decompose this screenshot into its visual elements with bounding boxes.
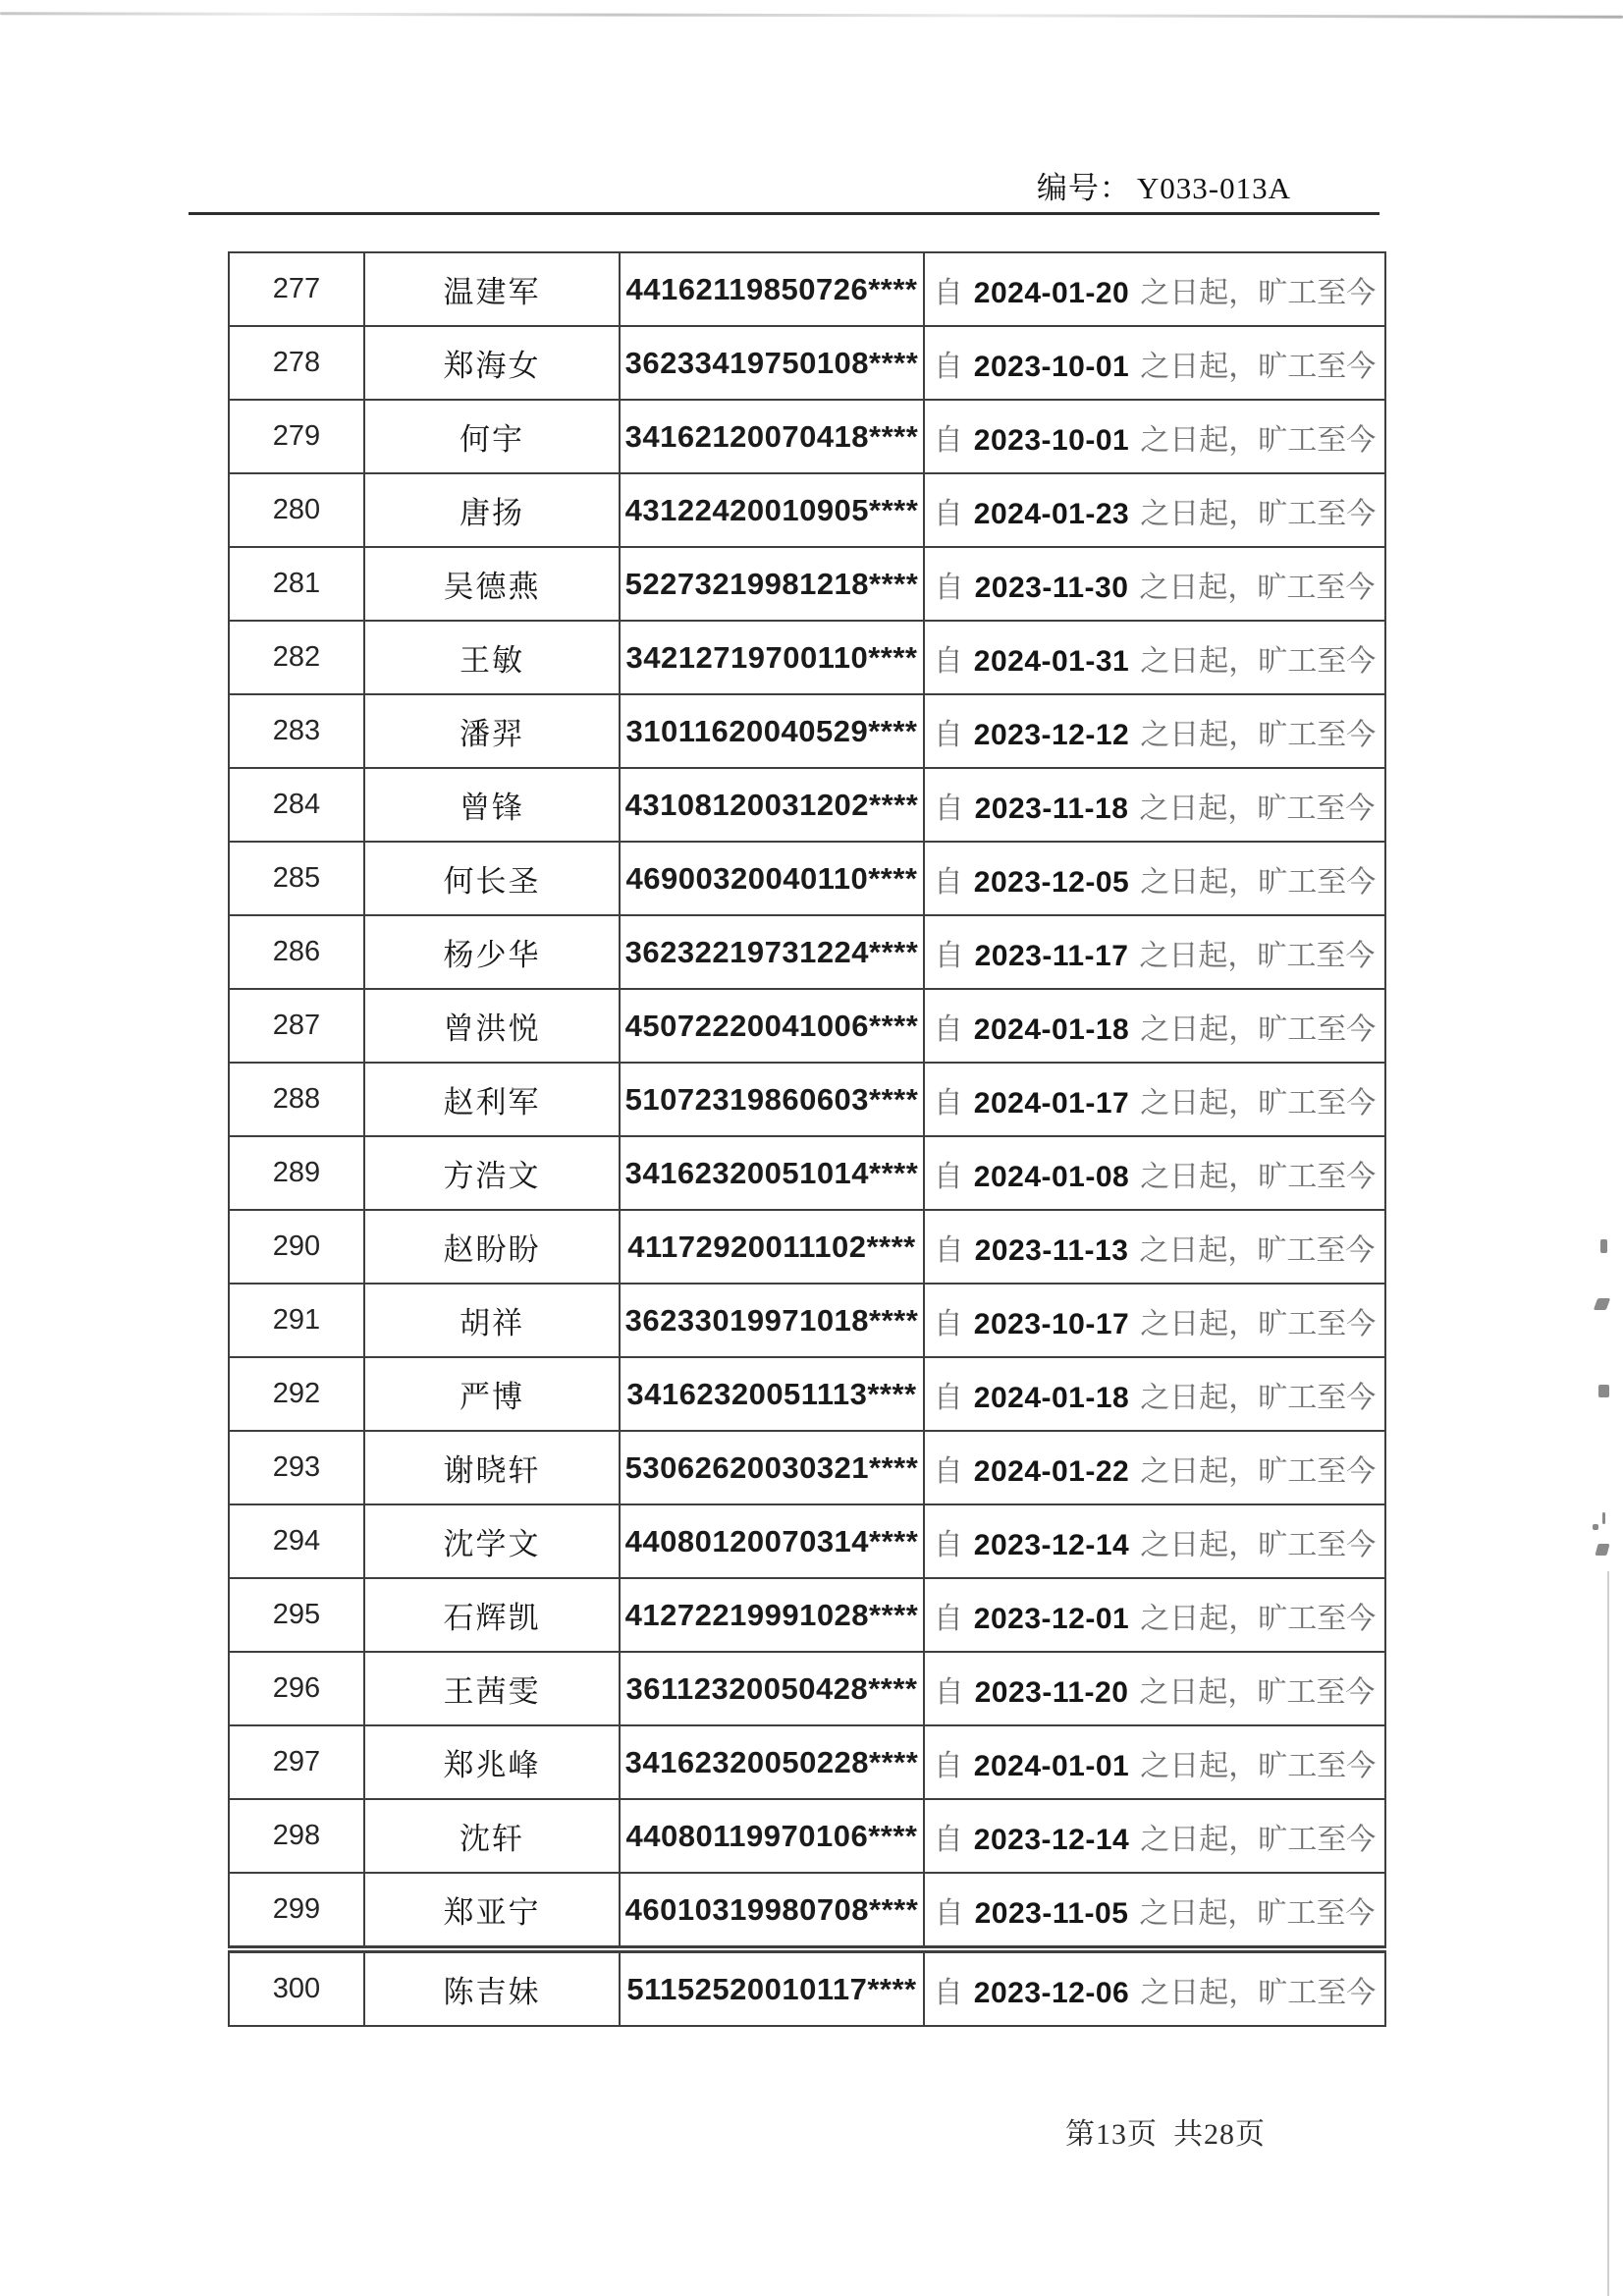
absence-prefix: 自 xyxy=(933,1749,963,1782)
employee-name-cell: 吴德燕 xyxy=(364,547,620,621)
id-number-cell: 36233019971018**** xyxy=(620,1284,924,1357)
row-number-cell: 294 xyxy=(229,1504,364,1578)
id-number-cell: 34212719700110**** xyxy=(620,621,924,694)
absence-suffix: 之日起，旷工至今 xyxy=(1140,1381,1377,1414)
employee-name-cell: 杨少华 xyxy=(364,915,620,989)
absence-suffix: 之日起，旷工至今 xyxy=(1140,350,1377,383)
absence-start-date: 2023-10-01 xyxy=(973,423,1130,457)
employee-name-cell: 曾洪悦 xyxy=(364,989,620,1063)
absence-period-cell xyxy=(924,1136,1385,1210)
employee-name-cell: 胡祥 xyxy=(364,1284,620,1357)
table-row xyxy=(229,1578,1385,1652)
id-number-cell: 36233419750108**** xyxy=(620,326,924,400)
absence-prefix: 自 xyxy=(934,1233,964,1267)
absence-period-cell xyxy=(924,1357,1385,1431)
id-number-cell: 34162320050228**** xyxy=(620,1725,924,1799)
absence-start-date: 2023-12-05 xyxy=(973,865,1130,899)
absence-start-date: 2023-11-13 xyxy=(974,1233,1129,1267)
absence-suffix: 之日起，旷工至今 xyxy=(1140,497,1377,530)
id-number-cell: 51152520010117**** xyxy=(620,1949,924,2026)
table-row xyxy=(229,1210,1385,1284)
scan-artifact-speck xyxy=(1598,1385,1609,1397)
scan-artifact-speck xyxy=(1600,1239,1607,1253)
absence-prefix: 自 xyxy=(933,644,963,678)
absence-prefix: 自 xyxy=(933,1823,963,1856)
absence-start-date: 2023-11-05 xyxy=(974,1896,1129,1930)
table-row xyxy=(229,768,1385,842)
absence-period-cell xyxy=(924,1284,1385,1357)
absence-suffix: 之日起，旷工至今 xyxy=(1139,571,1376,604)
table-row xyxy=(229,400,1385,473)
page-footer xyxy=(1065,2109,1266,2153)
absence-prefix: 自 xyxy=(933,718,963,751)
absence-period-cell xyxy=(924,547,1385,621)
absence-period-cell xyxy=(924,1949,1385,2026)
absence-start-date: 2024-01-18 xyxy=(973,1012,1130,1046)
absence-suffix: 之日起，旷工至今 xyxy=(1140,1823,1377,1856)
table-row xyxy=(229,621,1385,694)
id-number-cell: 31011620040529**** xyxy=(620,694,924,768)
id-number-cell: 53062620030321**** xyxy=(620,1431,924,1504)
row-number-cell: 289 xyxy=(229,1136,364,1210)
id-number-cell: 43108120031202**** xyxy=(620,768,924,842)
absence-start-date: 2023-12-06 xyxy=(973,1976,1130,2009)
id-number-cell: 41272219991028**** xyxy=(620,1578,924,1652)
row-number-cell: 279 xyxy=(229,400,364,473)
employee-name-cell: 沈轩 xyxy=(364,1799,620,1873)
absence-period-cell xyxy=(924,989,1385,1063)
employee-name-cell: 温建军 xyxy=(364,252,620,326)
row-number-cell: 298 xyxy=(229,1799,364,1873)
absence-prefix: 自 xyxy=(933,497,963,530)
absence-suffix: 之日起，旷工至今 xyxy=(1140,1454,1377,1488)
absence-prefix: 自 xyxy=(933,1160,963,1193)
absence-prefix: 自 xyxy=(933,1012,963,1046)
table-row xyxy=(229,989,1385,1063)
roster-table-body xyxy=(229,252,1385,2026)
absence-prefix: 自 xyxy=(933,350,963,383)
absence-start-date: 2023-12-14 xyxy=(973,1823,1130,1856)
absence-suffix: 之日起，旷工至今 xyxy=(1140,1012,1377,1046)
absence-period-cell xyxy=(924,915,1385,989)
absence-start-date: 2023-11-17 xyxy=(974,939,1129,972)
absence-suffix: 之日起，旷工至今 xyxy=(1140,1160,1377,1193)
id-number-cell: 34162120070418**** xyxy=(620,400,924,473)
absence-prefix: 自 xyxy=(933,1381,963,1414)
absence-suffix: 之日起，旷工至今 xyxy=(1140,1976,1377,2009)
absence-prefix: 自 xyxy=(933,1454,963,1488)
absence-prefix: 自 xyxy=(934,1675,964,1709)
employee-name-cell: 严博 xyxy=(364,1357,620,1431)
absence-suffix: 之日起，旷工至今 xyxy=(1140,423,1377,457)
id-number-cell: 34162320051014**** xyxy=(620,1136,924,1210)
absence-suffix: 之日起，旷工至今 xyxy=(1139,1675,1376,1709)
id-number-cell: 41172920011102**** xyxy=(620,1210,924,1284)
absence-start-date: 2024-01-18 xyxy=(973,1381,1130,1414)
table-row xyxy=(229,915,1385,989)
absence-suffix: 之日起，旷工至今 xyxy=(1140,1528,1377,1561)
id-number-cell: 44162119850726**** xyxy=(620,252,924,326)
table-row xyxy=(229,326,1385,400)
table-row xyxy=(229,1431,1385,1504)
table-row xyxy=(229,1799,1385,1873)
absence-roster-table xyxy=(228,251,1386,2027)
absence-period-cell xyxy=(924,1873,1385,1949)
table-row xyxy=(229,1136,1385,1210)
row-number-cell: 295 xyxy=(229,1578,364,1652)
table-row xyxy=(229,1063,1385,1136)
employee-name-cell: 曾锋 xyxy=(364,768,620,842)
absence-prefix: 自 xyxy=(933,1602,963,1635)
absence-suffix: 之日起，旷工至今 xyxy=(1140,1602,1377,1635)
absence-start-date: 2023-11-18 xyxy=(974,792,1129,825)
row-number-cell: 290 xyxy=(229,1210,364,1284)
id-number-cell: 46900320040110**** xyxy=(620,842,924,915)
row-number-cell: 299 xyxy=(229,1873,364,1949)
absence-suffix: 之日起，旷工至今 xyxy=(1140,644,1377,678)
id-number-cell: 45072220041006**** xyxy=(620,989,924,1063)
absence-start-date: 2023-12-12 xyxy=(973,718,1130,751)
scan-artifact-speck xyxy=(1595,1544,1609,1556)
employee-name-cell: 唐扬 xyxy=(364,473,620,547)
employee-name-cell: 陈吉妹 xyxy=(364,1949,620,2026)
scan-artifact-speck xyxy=(1593,1524,1598,1530)
row-number-cell: 297 xyxy=(229,1725,364,1799)
absence-start-date: 2024-01-20 xyxy=(973,276,1130,309)
table-row xyxy=(229,473,1385,547)
scan-artifact-right-edge xyxy=(1607,1571,1609,2296)
absence-period-cell xyxy=(924,473,1385,547)
footer-page-number: 第13页 xyxy=(1065,2118,1158,2151)
absence-prefix: 自 xyxy=(933,1528,963,1561)
absence-suffix: 之日起，旷工至今 xyxy=(1139,939,1376,972)
absence-start-date: 2024-01-31 xyxy=(973,644,1130,678)
row-number-cell: 292 xyxy=(229,1357,364,1431)
row-number-cell: 285 xyxy=(229,842,364,915)
absence-suffix: 之日起，旷工至今 xyxy=(1139,792,1376,825)
doc-number-value: Y033-013A xyxy=(1136,171,1291,205)
id-number-cell: 44080119970106**** xyxy=(620,1799,924,1873)
employee-name-cell: 潘羿 xyxy=(364,694,620,768)
absence-period-cell xyxy=(924,1652,1385,1725)
doc-number-label: 编号： xyxy=(1036,171,1131,205)
row-number-cell: 280 xyxy=(229,473,364,547)
table-row xyxy=(229,1652,1385,1725)
footer-total-pages: 共28页 xyxy=(1173,2118,1266,2151)
absence-prefix: 自 xyxy=(934,1896,964,1930)
absence-suffix: 之日起，旷工至今 xyxy=(1140,1307,1377,1340)
absence-start-date: 2024-01-17 xyxy=(973,1086,1130,1120)
absence-prefix: 自 xyxy=(934,571,964,604)
row-number-cell: 287 xyxy=(229,989,364,1063)
table-row xyxy=(229,1949,1385,2026)
document-number-header xyxy=(1037,163,1291,207)
row-number-cell: 278 xyxy=(229,326,364,400)
row-number-cell: 286 xyxy=(229,915,364,989)
absence-start-date: 2024-01-01 xyxy=(973,1749,1130,1782)
absence-prefix: 自 xyxy=(933,865,963,899)
absence-start-date: 2024-01-23 xyxy=(973,497,1130,530)
absence-prefix: 自 xyxy=(933,1307,963,1340)
employee-name-cell: 何长圣 xyxy=(364,842,620,915)
employee-name-cell: 王敏 xyxy=(364,621,620,694)
absence-period-cell xyxy=(924,1504,1385,1578)
absence-start-date: 2023-12-01 xyxy=(973,1602,1130,1635)
absence-prefix: 自 xyxy=(933,276,963,309)
absence-period-cell xyxy=(924,621,1385,694)
absence-suffix: 之日起，旷工至今 xyxy=(1140,276,1377,309)
row-number-cell: 284 xyxy=(229,768,364,842)
absence-suffix: 之日起，旷工至今 xyxy=(1140,1749,1377,1782)
id-number-cell: 34162320051113**** xyxy=(620,1357,924,1431)
id-number-cell: 43122420010905**** xyxy=(620,473,924,547)
absence-period-cell xyxy=(924,768,1385,842)
absence-start-date: 2023-12-14 xyxy=(973,1528,1130,1561)
scan-artifact-top-edge xyxy=(0,12,1623,18)
employee-name-cell: 沈学文 xyxy=(364,1504,620,1578)
id-number-cell: 46010319980708**** xyxy=(620,1873,924,1949)
id-number-cell: 44080120070314**** xyxy=(620,1504,924,1578)
employee-name-cell: 方浩文 xyxy=(364,1136,620,1210)
row-number-cell: 293 xyxy=(229,1431,364,1504)
absence-period-cell xyxy=(924,1063,1385,1136)
absence-prefix: 自 xyxy=(934,939,964,972)
absence-period-cell xyxy=(924,1578,1385,1652)
absence-suffix: 之日起，旷工至今 xyxy=(1140,865,1377,899)
absence-suffix: 之日起，旷工至今 xyxy=(1140,718,1377,751)
absence-period-cell xyxy=(924,694,1385,768)
absence-period-cell xyxy=(924,1725,1385,1799)
employee-name-cell: 郑海女 xyxy=(364,326,620,400)
table-row xyxy=(229,252,1385,326)
absence-suffix: 之日起，旷工至今 xyxy=(1139,1896,1376,1930)
table-row xyxy=(229,694,1385,768)
absence-start-date: 2024-01-22 xyxy=(973,1454,1130,1488)
id-number-cell: 52273219981218**** xyxy=(620,547,924,621)
absence-suffix: 之日起，旷工至今 xyxy=(1139,1233,1376,1267)
absence-period-cell xyxy=(924,1431,1385,1504)
row-number-cell: 281 xyxy=(229,547,364,621)
row-number-cell: 277 xyxy=(229,252,364,326)
scan-artifact-speck xyxy=(1594,1298,1610,1310)
id-number-cell: 36232219731224**** xyxy=(620,915,924,989)
employee-name-cell: 郑亚宁 xyxy=(364,1873,620,1949)
absence-start-date: 2024-01-08 xyxy=(973,1160,1130,1193)
table-row xyxy=(229,1873,1385,1949)
row-number-cell: 291 xyxy=(229,1284,364,1357)
table-row xyxy=(229,1284,1385,1357)
absence-prefix: 自 xyxy=(933,423,963,457)
absence-period-cell xyxy=(924,326,1385,400)
id-number-cell: 51072319860603**** xyxy=(620,1063,924,1136)
table-row xyxy=(229,1504,1385,1578)
table-row xyxy=(229,1357,1385,1431)
absence-prefix: 自 xyxy=(934,792,964,825)
row-number-cell: 288 xyxy=(229,1063,364,1136)
row-number-cell: 282 xyxy=(229,621,364,694)
header-rule xyxy=(189,212,1380,215)
id-number-cell: 36112320050428**** xyxy=(620,1652,924,1725)
employee-name-cell: 赵盼盼 xyxy=(364,1210,620,1284)
employee-name-cell: 郑兆峰 xyxy=(364,1725,620,1799)
table-row xyxy=(229,1725,1385,1799)
absence-period-cell xyxy=(924,1210,1385,1284)
absence-start-date: 2023-10-01 xyxy=(973,350,1130,383)
absence-start-date: 2023-11-30 xyxy=(974,571,1129,604)
absence-start-date: 2023-11-20 xyxy=(974,1675,1129,1709)
employee-name-cell: 王茜雯 xyxy=(364,1652,620,1725)
absence-prefix: 自 xyxy=(933,1086,963,1120)
employee-name-cell: 赵利军 xyxy=(364,1063,620,1136)
row-number-cell: 283 xyxy=(229,694,364,768)
absence-prefix: 自 xyxy=(933,1976,963,2009)
employee-name-cell: 何宇 xyxy=(364,400,620,473)
scan-artifact-speck xyxy=(1602,1512,1605,1524)
row-number-cell: 296 xyxy=(229,1652,364,1725)
absence-period-cell xyxy=(924,842,1385,915)
table-row xyxy=(229,842,1385,915)
table-row xyxy=(229,547,1385,621)
absence-start-date: 2023-10-17 xyxy=(973,1307,1130,1340)
absence-period-cell xyxy=(924,400,1385,473)
absence-period-cell xyxy=(924,1799,1385,1873)
absence-period-cell xyxy=(924,252,1385,326)
row-number-cell: 300 xyxy=(229,1949,364,2026)
employee-name-cell: 谢晓轩 xyxy=(364,1431,620,1504)
employee-name-cell: 石辉凯 xyxy=(364,1578,620,1652)
absence-suffix: 之日起，旷工至今 xyxy=(1140,1086,1377,1120)
